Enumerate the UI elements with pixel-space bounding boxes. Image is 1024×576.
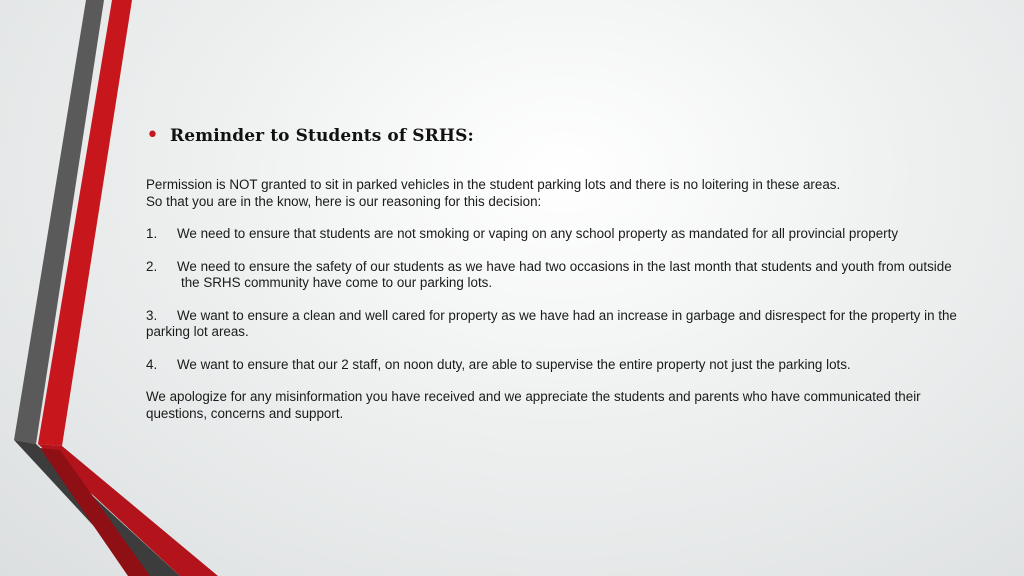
list-item-number: 2. <box>146 258 158 274</box>
slide-title: Reminder to Students of SRHS: <box>170 126 474 146</box>
list-item-number: 3. <box>146 307 158 323</box>
list-item-text-continued: the SRHS community have come to our parking lots. <box>181 275 493 290</box>
intro-line-2: So that you are in the know, here is our reasoning for this decision: <box>146 193 542 209</box>
title-row <box>146 123 474 148</box>
slide-body <box>146 177 976 438</box>
intro-line-1: Permission is NOT granted to sit in parked vehicles in the student parking lots and there is no loitering in these areas. <box>146 177 841 192</box>
list-item-number: 4. <box>146 356 158 372</box>
list-item-number: 1. <box>146 226 158 241</box>
list-item-text: We want to ensure that our 2 staff, on noon duty, are able to supervise the entire property not just the parking lots. <box>177 356 851 372</box>
list-item-text: We want to ensure a clean and well cared for property as we have had an increase in garbage and disrespect for the property in the parking lot areas. <box>146 307 957 339</box>
list-item-2 <box>146 259 976 292</box>
list-item-4 <box>146 357 976 374</box>
bullet-icon: • <box>146 123 159 148</box>
list-item-1 <box>146 226 976 243</box>
list-item-text: We need to ensure that students are not smoking or vaping on any school property as mandated for all provincial property <box>177 226 899 241</box>
closing-paragraph: We apologize for any misinformation you have received and we appreciate the students and parents who have communicated their questions, concerns and support. <box>146 389 921 421</box>
list-item-text: We need to ensure the safety of our students as we have had two occasions in the last month that students and youth from outside <box>177 258 952 274</box>
list-item-3 <box>146 308 976 341</box>
intro-paragraph <box>146 177 976 210</box>
